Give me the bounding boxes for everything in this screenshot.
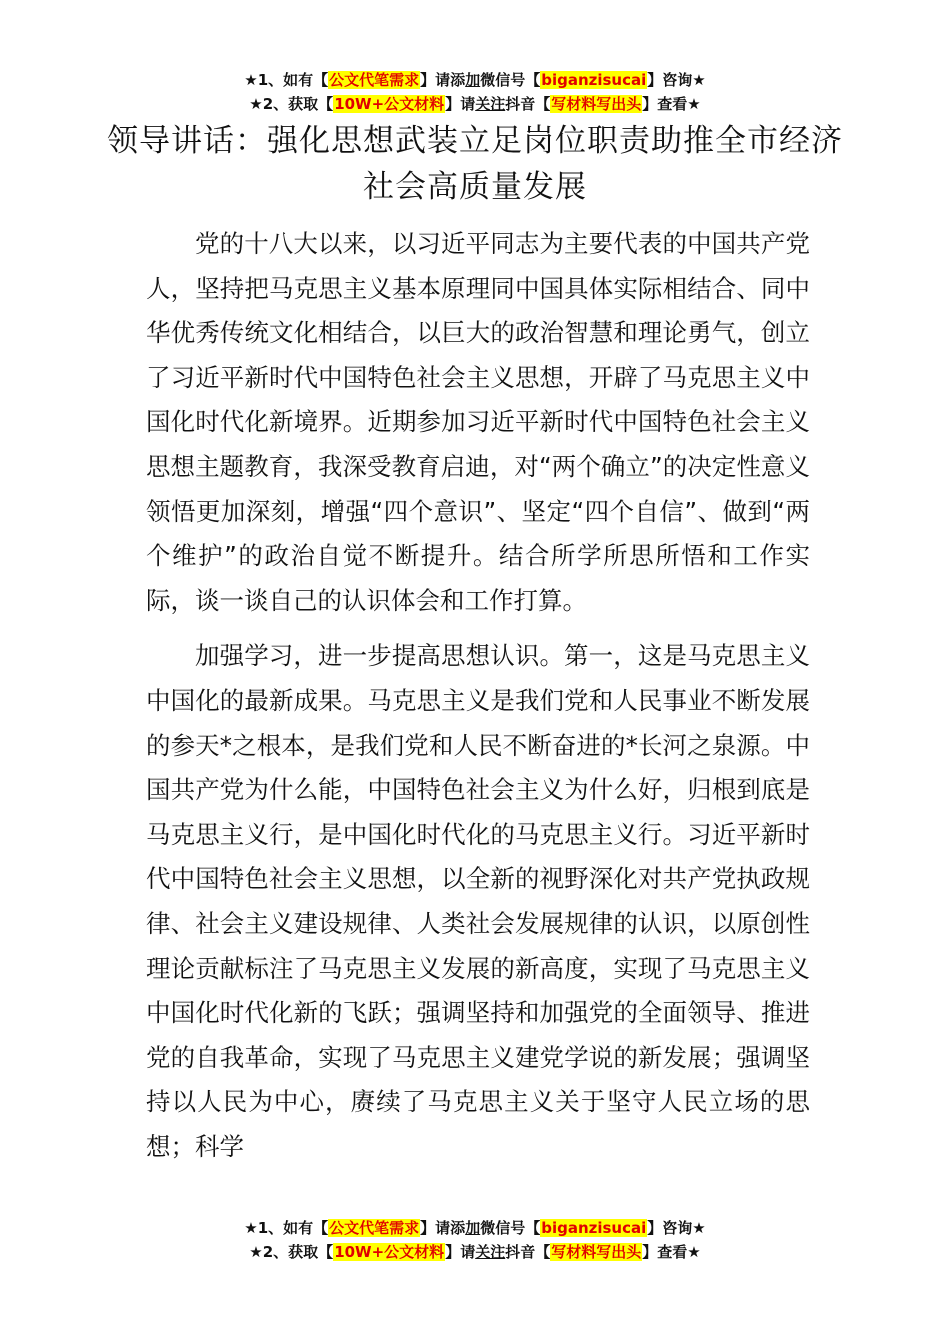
document-body xyxy=(146,222,810,1180)
body-paragraph: 加强学习，进一步提高思想认识。第一，这是马克思主义中国化的最新成果。马克思主义是我们党和人民事业不断发展的参天*之根本，是我们党和人民不断奋进的*长河之泉源。中国共产党为什么能，中国特色社会主义为什么好，归根到底是马克思主义行，是中国化时代化的马克思主义行。习近平新时代中国特色社会主义思想，以全新的视野深化对共产党执政规律、社会主义建设规律、人类社会发展规律的认识，以原创性理论贡献标注了马克思主义发展的新高度，实现了马克思主义中国化时代化新的飞跃；强调坚持和加强党的全面领导、推进党的自我革命，实现了马克思主义建党学说的新发展；强调坚持以人民为中心，赓续了马克思主义关于坚守人民立场的思想；科学 xyxy=(146,641,810,1161)
promo-highlight: 10W+公文材料 xyxy=(334,95,445,113)
promo-text: 】请 xyxy=(445,1243,476,1261)
document-title: 领导讲话：强化思想武装立足岗位职责助推全市经济社会高质量发展 xyxy=(107,123,843,205)
promo-text: 抖音【 xyxy=(505,95,551,113)
footer-promo-banner xyxy=(0,1216,950,1264)
promo-text: 】请添 xyxy=(420,1219,466,1237)
promo-highlight: 公文代笔需求 xyxy=(329,1219,420,1237)
promo-underlined-text: 加 xyxy=(465,1219,481,1237)
promo-highlight: 10W+公文材料 xyxy=(334,1243,445,1261)
promo-line-2 xyxy=(0,92,950,116)
promo-text: 微信号【 xyxy=(480,1219,541,1237)
promo-text: ★2、获取【 xyxy=(249,1243,334,1261)
promo-highlight: biganzisucai xyxy=(541,71,647,89)
promo-text: 】咨询★ xyxy=(647,1219,706,1237)
promo-text: 】查看★ xyxy=(642,1243,701,1261)
promo-text: 】咨询★ xyxy=(647,71,706,89)
promo-text: 】请添 xyxy=(420,71,466,89)
promo-text: 】查看★ xyxy=(642,95,701,113)
promo-underlined-text: 关注 xyxy=(475,1243,506,1261)
promo-text: ★1、如有【 xyxy=(244,71,329,89)
header-promo-banner xyxy=(0,68,950,116)
promo-underlined-text: 加 xyxy=(465,71,481,89)
promo-text: ★2、获取【 xyxy=(249,95,334,113)
promo-line-1 xyxy=(0,1216,950,1240)
body-paragraph: 党的十八大以来，以习近平同志为主要代表的中国共产党人，坚持把马克思主义基本原理同中国具体实际相结合、同中华优秀传统文化相结合，以巨大的政治智慧和理论勇气，创立了习近平新时代中国特色社会主义思想，开辟了马克思主义中国化时代化新境界。近期参加习近平新时代中国特色社会主义思想主题教育，我深受教育启迪，对“两个确立”的决定性意义领悟更加深刻，增强“四个意识”、坚定“四个自信”、做到“两个维护”的政治自觉不断提升。结合所学所思所悟和工作实际，谈一谈自己的认识体会和工作打算。 xyxy=(146,229,810,615)
promo-highlight: 写材料写出头 xyxy=(551,1243,642,1261)
promo-text: 微信号【 xyxy=(480,71,541,89)
promo-line-2 xyxy=(0,1240,950,1264)
promo-highlight: 公文代笔需求 xyxy=(329,71,420,89)
promo-highlight: biganzisucai xyxy=(541,1219,647,1237)
promo-underlined-text: 关注 xyxy=(475,95,506,113)
promo-text: ★1、如有【 xyxy=(244,1219,329,1237)
promo-text: 抖音【 xyxy=(505,1243,551,1261)
promo-highlight: 写材料写出头 xyxy=(551,95,642,113)
promo-text: 】请 xyxy=(445,95,476,113)
promo-line-1 xyxy=(0,68,950,92)
